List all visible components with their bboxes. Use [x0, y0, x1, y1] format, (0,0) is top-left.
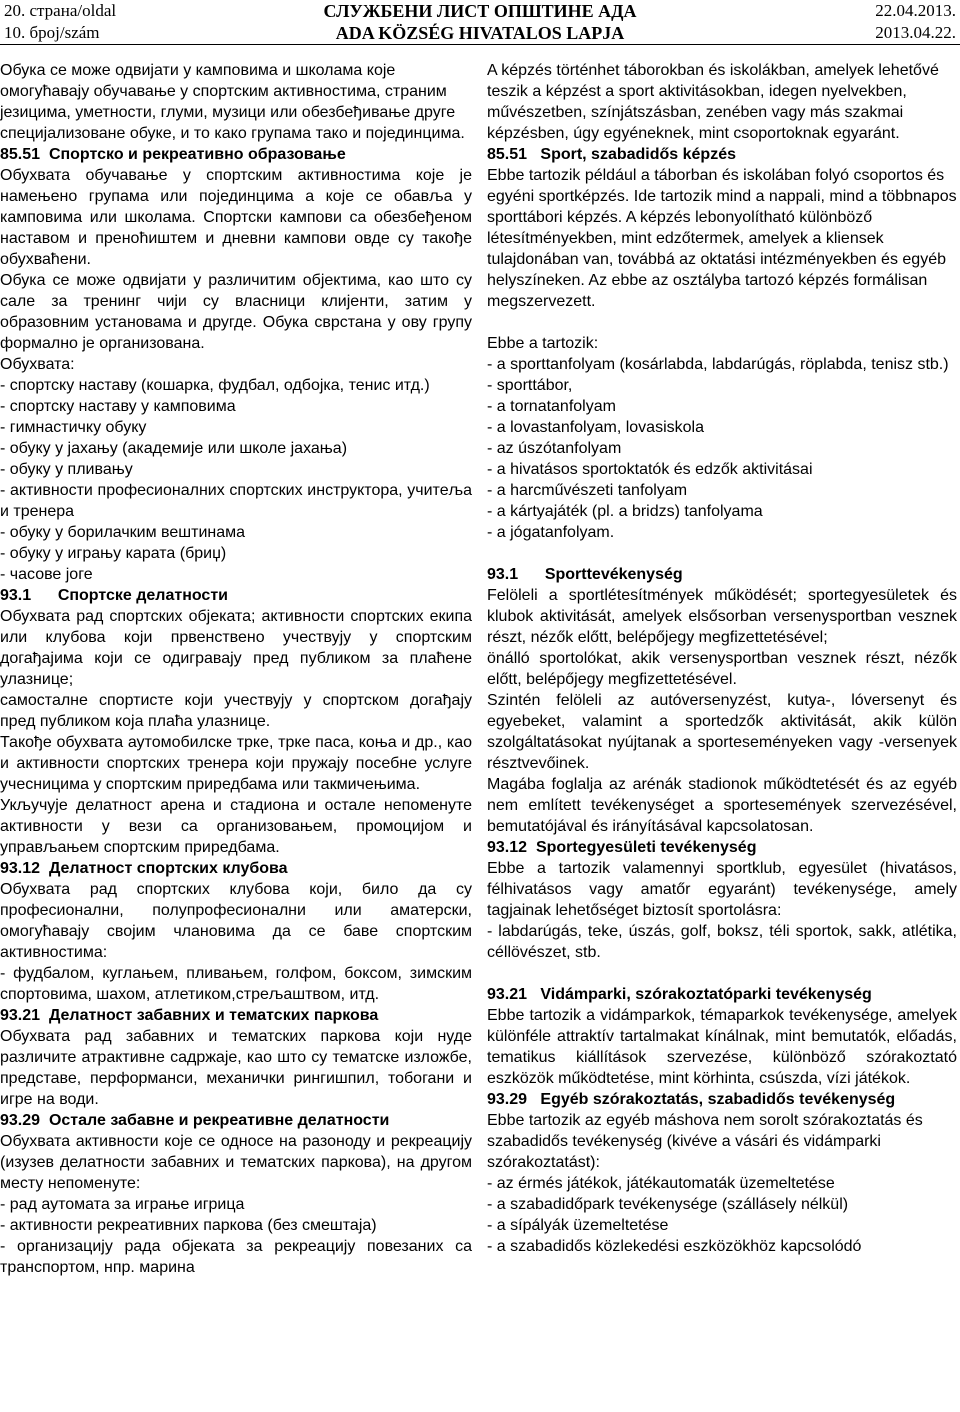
page-header — [0, 0, 960, 45]
paragraph: Обука се може одвијати у различитим објектима, као што су сале за тренинг чији су власници клијенти, затим у образовним установама и другде. Обука сврстана у ову групу формално је организована. — [0, 272, 472, 352]
paragraph: Ebbe tartozik az egyéb máshova nem sorolt szórakoztatás és szabadidős tevékenység (kivéve a vásári és vidámparki szórakoztatást): — [487, 1112, 923, 1171]
paragraph: самосталне спортисте који учествују у спортском догађају пред публиком која плаћа улазнице. — [0, 692, 472, 730]
paragraph: Обухвата рад спортских клубова који, било да су професионални, полупрофесионални или аматерски, омогућавају својим члановима да се баве спортским активностима: — [0, 881, 472, 961]
section-heading — [487, 564, 957, 585]
section-title: Egyéb szórakoztatás, szabadidős tevékenység — [540, 1091, 896, 1108]
list-item: - обуку у игрању карата (бриџ) — [0, 545, 227, 562]
date-hu: 2013.04.22. — [875, 23, 956, 42]
list-lead: Обухвата: — [0, 356, 75, 373]
list-item: - az érmés játékok, játékautomaták üzemeltetése — [487, 1175, 835, 1192]
section-heading — [487, 1089, 957, 1110]
list-item: - организацију рада објеката за рекреацију повезаних са транспортом, нпр. марина — [0, 1238, 472, 1276]
paragraph: Ebbe tartozik például a táborban és iskolában folyó csoportos és egyéni sportképzés. Ide tartozik mind a nappali, mind a többnapos sporttábori képzés. A képzés lebonyolítható különböző létesítményekben, mint edzőtermek, amelyek a kliensek tulajdonában van, továbbá az oktatási intézményekben és egyéb helyszíneken. Az ebbe az osztályba tartozó képzés formálisan megszervezett. — [487, 167, 957, 310]
list-item: - активности рекреативних паркова (без смештаја) — [0, 1217, 377, 1234]
date-sr: 22.04.2013. — [875, 1, 956, 20]
spacer — [487, 543, 957, 564]
section-heading — [0, 585, 472, 606]
section-number: 85.51 — [487, 146, 528, 163]
list-item: - a szabadidőpark tevékenysége (szállásely nélkül) — [487, 1196, 849, 1213]
journal-title-hu: ADA KÖZSÉG HIVATALOS LAPJA — [335, 23, 625, 43]
paragraph: Обухвата рад спортских објеката; активности спортских екипа или клубова који првенствено учествују у спортским догађајима који се одигравају пред публиком за плаћене улазнице; — [0, 608, 472, 688]
section-heading — [0, 1110, 472, 1131]
section-number: 93.29 — [487, 1091, 528, 1108]
list — [0, 375, 472, 585]
list-item: - спортску наставу (кошарка, фудбал, одбојка, тенис итд.) — [0, 377, 430, 394]
list-item: - a sípályák üzemeltetése — [487, 1217, 669, 1234]
section-number: 85.51 — [0, 146, 41, 163]
list-item: - a hivatásos sportoktatók és edzők aktivitásai — [487, 461, 813, 478]
list-item: - a kártyajáték (pl. a bridzs) tanfolyama — [487, 503, 763, 520]
section-heading — [487, 144, 957, 165]
paragraph: Обухвата рад забавних и тематских паркова који нуде различите атрактивне садржаје, као што су тематске изложбе, представе, перформанси, механички рингишпил, тобогани и игре на води. — [0, 1028, 472, 1108]
spacer — [487, 963, 957, 984]
section-title: Остале забавне и рекреативне делатности — [48, 1112, 390, 1129]
list-lead: Ebbe a tartozik: — [487, 335, 599, 352]
section-number: 93.12 — [0, 860, 41, 877]
section-title: Делатност забавних и тематских паркова — [48, 1007, 379, 1024]
section-number: 93.29 — [0, 1112, 41, 1129]
list-item: - обуку у борилачким вештинама — [0, 524, 246, 541]
list-item: - a szabadidős közlekedési eszközökhöz kapcsolódó — [487, 1238, 862, 1255]
section-title: Спортско и рекреативно образовање — [48, 146, 346, 163]
page-number: 20. страна/oldal — [4, 1, 117, 20]
spacer — [487, 312, 957, 333]
paragraph: - фудбалом, куглањем, пливањем, голфом, боксом, зимским спортовима, шахом, атлетиком,стрељаштвом, итд. — [0, 965, 472, 1003]
list-item: - az úszótanfolyam — [487, 440, 622, 457]
section-number: 93.12 — [487, 839, 528, 856]
section-title: Делатност спортских клубова — [48, 860, 288, 877]
section-title: Sport, szabadidős képzés — [540, 146, 736, 163]
paragraph: Szintén felöleli az autóversenyzést, kutya-, lóversenyt és egyebeket, valamint a sportedzők aktivitását, akik külön szolgáltatásokat nyújtanak a sporteseményeken vagy -versenyek résztvevőinek. — [487, 692, 957, 772]
section-number: 93.1 — [0, 587, 32, 604]
list-item: - часове јоге — [0, 566, 93, 583]
section-title: Спортске делатности — [57, 587, 228, 604]
section-heading — [0, 858, 472, 879]
section-number: 93.21 — [487, 986, 528, 1003]
section-title: Sporttevékenység — [544, 566, 683, 583]
list-item: - обуку у пливању — [0, 461, 133, 478]
paragraph: Обухвата обучавање у спортским активностима које је намењено групама или појединцима а које се обавља у кампoвима или школама. Спортски кампови са обезбеђеном наставом и преноћиштем и дневни кампови овде су такође обухваћени. — [0, 167, 472, 268]
list-item: - a sporttanfolyam (kosárlabda, labdarúgás, röplabda, tenisz stb.) — [487, 356, 949, 373]
section-number: 93.21 — [0, 1007, 41, 1024]
header-right — [875, 0, 956, 44]
paragraph: Felöleli a sportlétesítmények működését; sportegyesületek és klubok aktivitását, amelyek elsősorban versenysportban vesznek részt, nézők előtt, belépőjegy megfizettetésével; — [487, 587, 957, 646]
paragraph: Укључује делатност арена и стадиона и остале непоменуте активности у вези са организовањем, промоцијом и управљањем спортским приредбама. — [0, 797, 472, 856]
intro-paragraph: A képzés történhet táborokban és iskolákban, amelyek lehetővé teszik a képzést a sport aktivitásokban, idegen nyelvekben, művészetben, színjátszásban, zenében vagy más szakmai képzésben, úgy egyéneknek, mint csoportoknak egyaránt. — [487, 62, 939, 142]
paragraph: Ebbe a tartozik valamennyi sportklub, egyesület (hivatásos, félhivatásos vagy amatőr egyaránt) tevékenysége, amely tagjainak lehetőséget biztosít sportolásra: — [487, 860, 957, 919]
section-title: Sportegyesületi tevékenység — [535, 839, 757, 856]
list-item: - a lovastanfolyam, lovasiskola — [487, 419, 704, 436]
list-item: - a jógatanfolyam. — [487, 524, 615, 541]
left-column — [0, 60, 472, 1278]
list-item: - a harcművészeti tanfolyam — [487, 482, 688, 499]
paragraph: Ebbe tartozik a vidámparkok, témaparkok tevékenysége, amelyek különféle attraktív tartalmakat kínálnak, mint bemutatók, előadás, tematikus kiállítások szervezése, különböző szórakoztató eszközök működtetése, mint körhinta, csúszda, vízi játékok. — [487, 1007, 957, 1087]
list-item: - активности професионалних спортских инструктора, учитеља и тренера — [0, 482, 472, 520]
right-column — [487, 60, 957, 1257]
list-item: - sporttábor, — [487, 377, 573, 394]
paragraph: Magába foglalja az arénák stadionok működtetését és az egyéb nem említett tevékenységet a sportesemények szervezésével, bemutatójával és irányításával kapcsolatosan. — [487, 776, 957, 835]
section-heading — [0, 1005, 472, 1026]
list-item: - спортску наставу у камповима — [0, 398, 236, 415]
list-item: - гимнастичку обуку — [0, 419, 147, 436]
list — [487, 354, 957, 543]
section-heading — [0, 144, 472, 165]
list-item: - обуку у јахању (академије или школе јахања) — [0, 440, 348, 457]
journal-title-sr: СЛУЖБЕНИ ЛИСТ ОПШТИНЕ АДА — [323, 1, 637, 21]
section-heading — [487, 837, 957, 858]
section-heading — [487, 984, 957, 1005]
list — [0, 1194, 472, 1278]
paragraph: önálló sportolókat, akik versenysportban vesznek részt, nézők előtt, belépőjegy megfizettetésével. — [487, 650, 957, 688]
section-title: Vidámparki, szórakoztatóparki tevékenység — [540, 986, 872, 1003]
paragraph: Обухвата активности које се односе на разоноду и рекреацију (изузев делатности забавних и тематских паркова), на другом месту непоменуте: — [0, 1133, 472, 1192]
paragraph: - labdarúgás, teke, úszás, golf, boksz, téli sportok, sakk, atlétika, céllövészet, stb. — [487, 923, 957, 961]
paragraph: Такође обухвата аутомобилске трке, трке паса, коња и др., као и активности спортских тренера који пружају посебне услуге учесницима у спортским приредбама или такмичењима. — [0, 734, 472, 793]
list-item: - a tornatanfolyam — [487, 398, 616, 415]
intro-paragraph: Обука се може одвијати у кампoвима и школама које омогућавају обучавање у спортским активностима, страним језицима, уметности, глуми, музици или обезбеђивање друге специјализоване обуке, и то како групама тако и појединцима. — [0, 62, 465, 142]
list — [487, 1173, 957, 1257]
issue-number: 10. број/szám — [4, 23, 100, 42]
header-center — [0, 0, 960, 44]
section-number: 93.1 — [487, 566, 519, 583]
list-item: - рад аутомата за играње игрица — [0, 1196, 245, 1213]
